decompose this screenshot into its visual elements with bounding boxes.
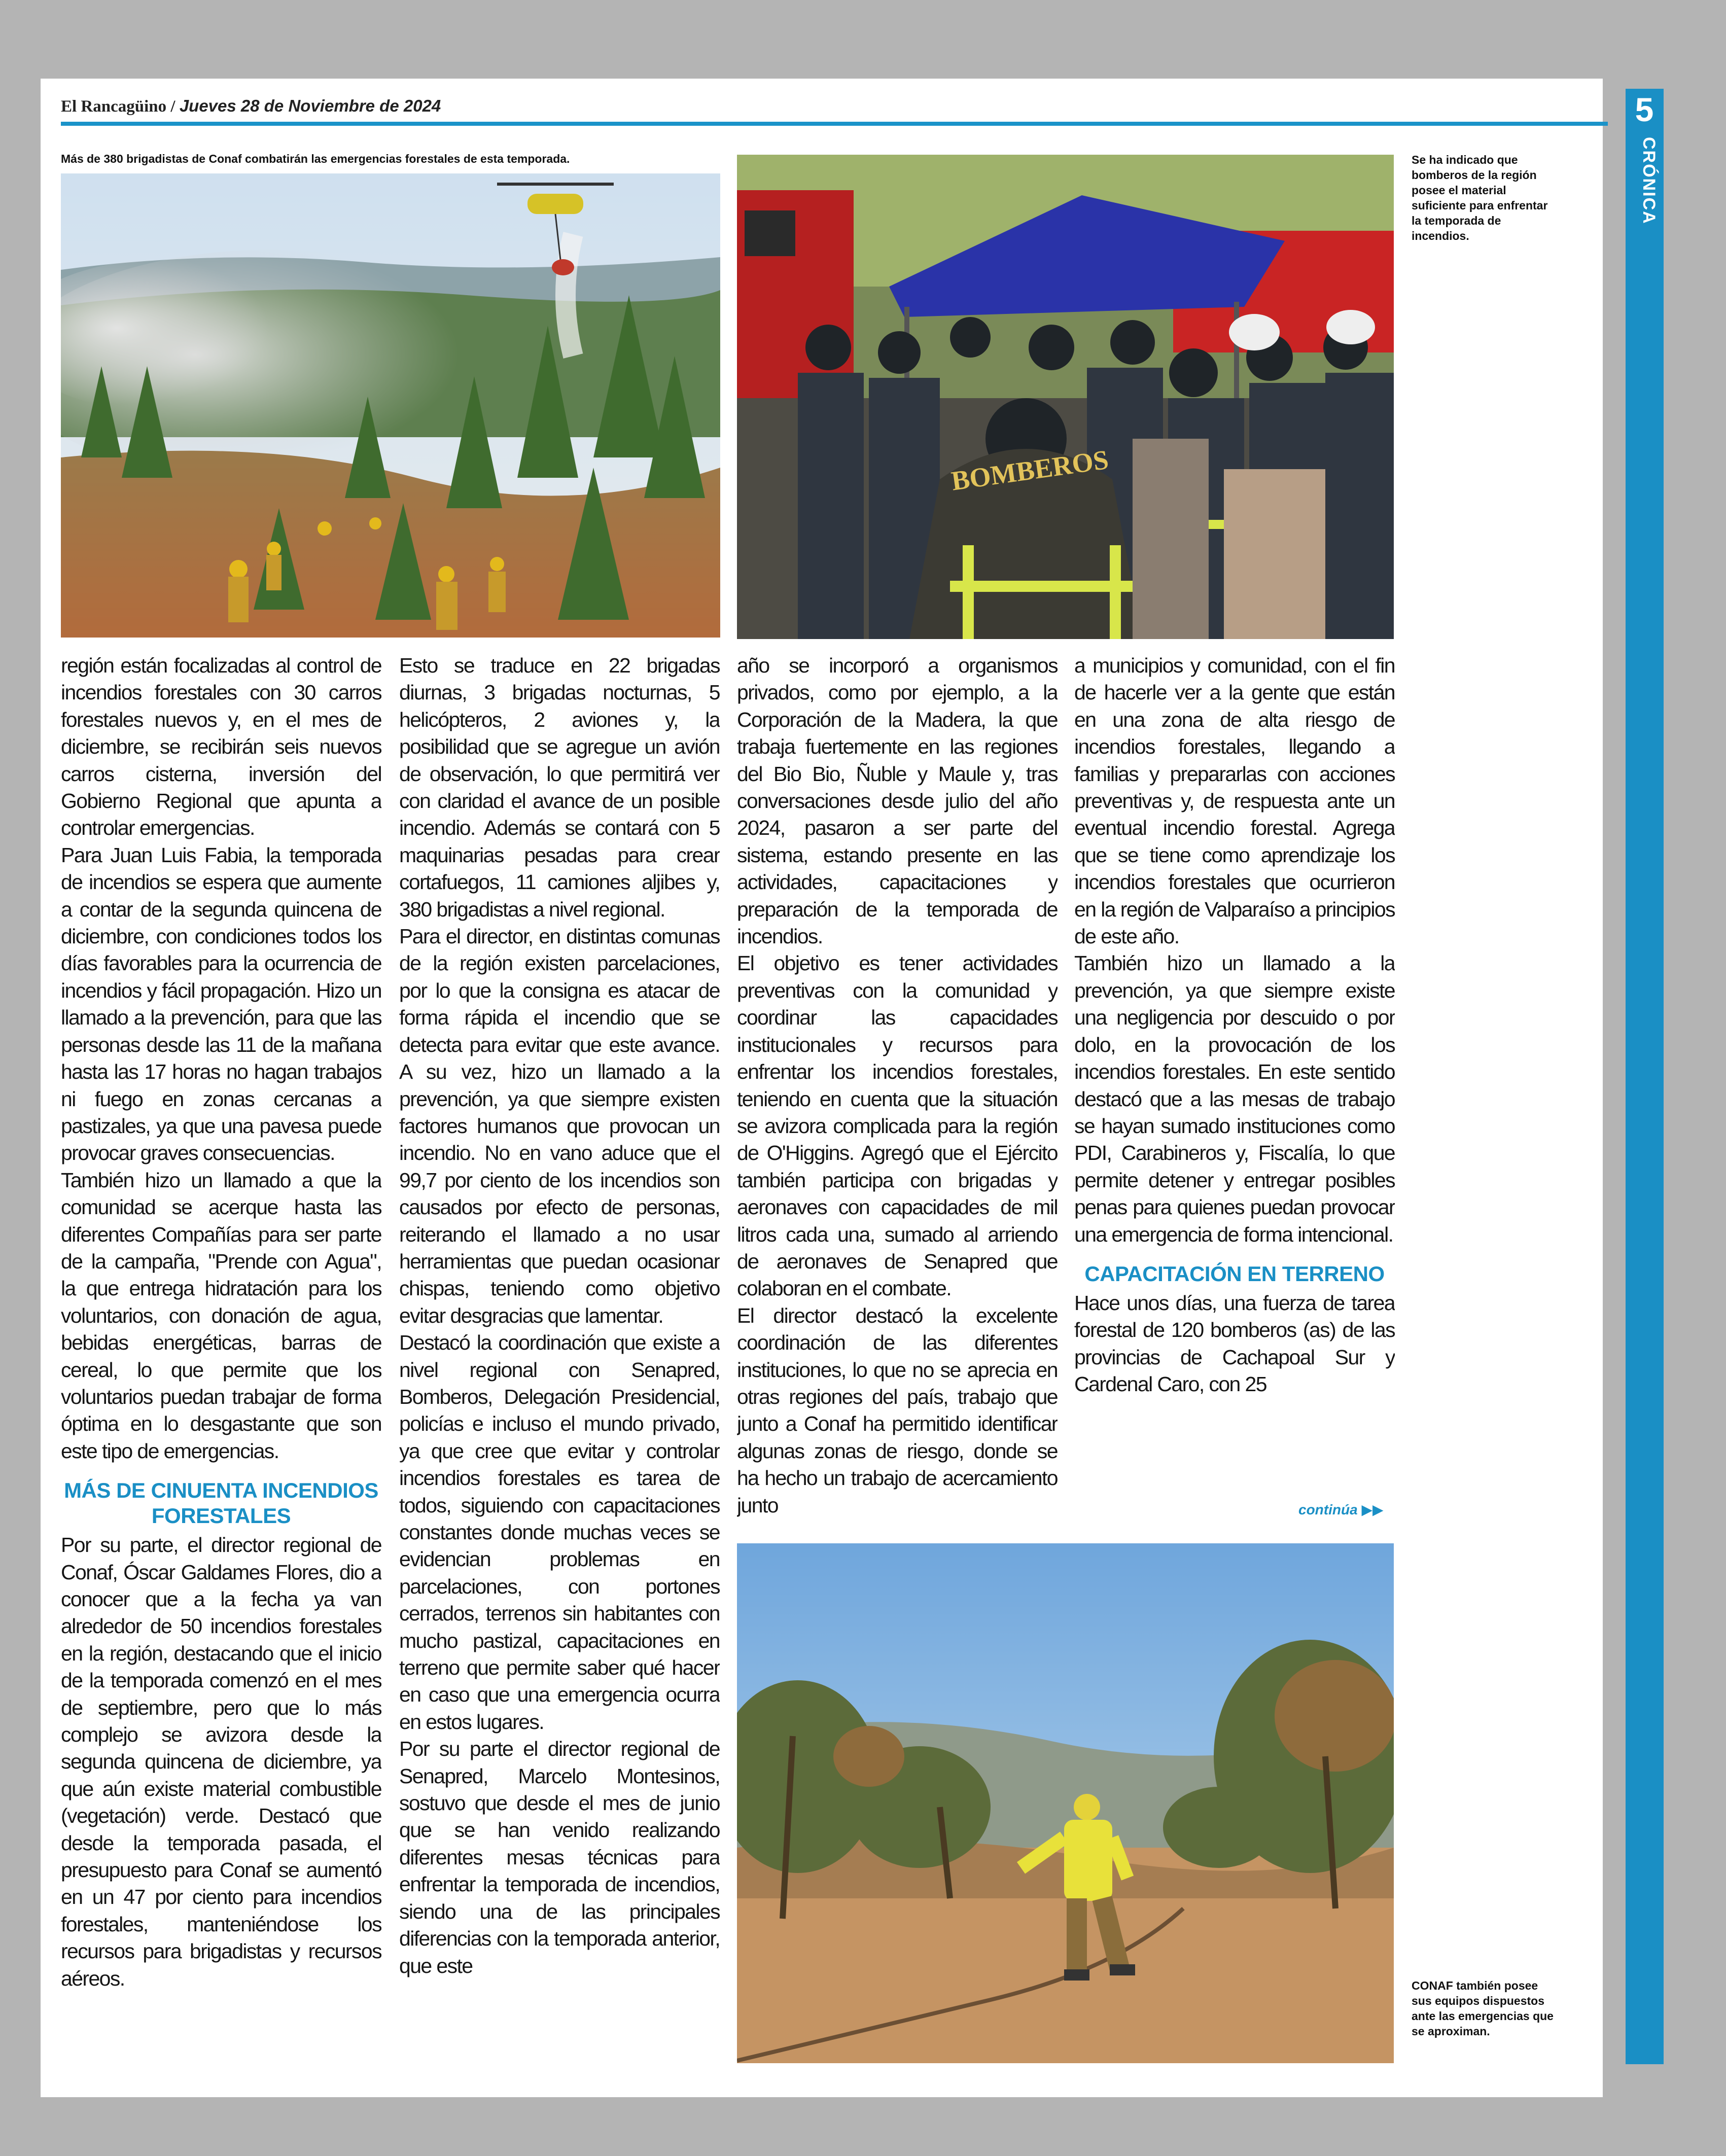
col2-paragraph-4: Por su parte el director regional de Senapred, Marcelo Montesinos, sostuvo que desde el mes de junio que se han venido realizando diferentes mesas técnicas para enfrentar la temporada de incendios, siendo una de las principales diferencias con la temporada anterior, que este xyxy=(399,1737,720,1977)
caption-bottom-right: CONAF también posee sus equipos dispuestos ante las emergencias que se aproximan. xyxy=(1412,1979,1554,2038)
article-column-3 xyxy=(737,652,1058,1527)
col2-paragraph-2: Para el director, en distintas comunas de la región existen parcelaciones, por lo que la consigna es atacar de forma rápida el incendio que se detecta para evitar que este avance. A su vez, hizo un llamado a la prevención, ya que siempre existen factores humanos que provocan un incendio. No en vano aduce que el 99,7 por ciento de los incendios son causados por efecto de personas, reiterando el llamado a no usar herramientas que puedan ocasionar chispas, teniendo como objetivo evitar desgracias que lamentar. xyxy=(399,925,720,1327)
page-number: 5 xyxy=(1635,91,1654,128)
caption-top-left: Más de 380 brigadistas de Conaf combatirán las emergencias forestales de esta temporada. xyxy=(61,152,570,165)
col4-paragraph-3: Hace unos días, una fuerza de tarea forestal de 120 bomberos (as) de las provincias de Cachapoal Sur y Cardenal Caro, con 25 xyxy=(1074,1291,1395,1396)
article-column-2 xyxy=(399,652,720,2070)
subheading-capacitacion: CAPACITACIÓN EN TERRENO xyxy=(1084,1261,1385,1286)
article-column-1 xyxy=(61,652,381,2070)
col1-paragraph-2: Para Juan Luis Fabia, la temporada de incendios se espera que aumente a contar de la segunda quincena de diciembre, con condiciones todos los días favorables para la ocurrencia de incendios y fácil propagación. Hizo un llamado a la prevención, para que las personas desde las 11 de la mañana hasta las 17 horas no hagan trabajos ni fuego en zonas cercanas a pastizales, ya que una pavesa puede provocar graves consecuencias. xyxy=(61,843,381,1165)
col4-paragraph-2: También hizo un llamado a la prevención, ya que siempre existe una negligencia por descuido o por dolo, en la provocación de los incendios forestales. En este sentido destacó que a las mesas de trabajo se hayan sumado instituciones como PDI, Carabineros y, Fiscalía, lo que permite detener y entregar posibles penas para quienes puedan provocar una emergencia de forma intencional. xyxy=(1074,951,1395,1246)
section-bar xyxy=(1626,89,1664,2064)
header-rule xyxy=(61,122,1608,126)
col1-paragraph-4: Por su parte, el director regional de Conaf, Óscar Galdames Flores, dio a conocer que a la fecha ya van alrededor de 50 incendios forestales en la región, destacando que el inicio de la temporada comenzó en el mes de septiembre, pero que lo más complejo se avizora desde la segunda quincena de diciembre, ya que aún existe material combustible (vegetación) verde. Destacó que desde la temporada pasada, el presupuesto para Conaf se aumentó en un 47 por ciento para incendios forestales, manteniéndose los recursos para brigadistas y recursos aéreos. xyxy=(61,1533,381,1990)
continua-indicator: continúa ▶▶ xyxy=(1298,1502,1384,1517)
newspaper-name: El Rancagüino / xyxy=(61,97,175,116)
col1-paragraph-3: También hizo un llamado a que la comunidad se acerque hasta las diferentes Compañías para ser parte de la campaña, "Prende con Agua", la que entrega hidratación para los voluntarios, con donación de agua, bebidas energéticas, barras de cereal, lo que permite que los voluntarios puedan trabajar de forma óptima en lo desgastante que son este tipo de emergencias. xyxy=(61,1168,381,1463)
page-header xyxy=(61,96,1608,122)
article-column-4 xyxy=(1074,652,1395,1474)
photo-brigadista-hose xyxy=(737,1543,1394,2063)
caption-top-right: Se ha indicado que bomberos de la región posee el material suficiente para enfrentar la temporada de incendios. xyxy=(1412,153,1548,242)
bomberos-jacket-text: BOMBEROS xyxy=(949,444,1111,497)
col3-paragraph-1: año se incorporó a organismos privados, como por ejemplo, a la Corporación de la Madera, la que trabaja fuertemente en las regiones del Bio Bio, Ñuble y Maule y, tras conversaciones desde julio del año 2024, pasaron a ser parte del sistema, estando presente en las actividades, capacitaciones y preparación de la temporada de incendios. xyxy=(737,654,1058,948)
section-label: CRÓNICA xyxy=(1639,137,1659,225)
col4-paragraph-1: a municipios y comunidad, con el fin de hacerle ver a la gente que están en una zona de alta riesgo de incendios forestales, llegando a familias y prepararlas con acciones preventivas y, de respuesta ante un eventual incendio forestal. Agrega que se tiene como aprendizaje los incendios forestales que ocurrieron en la región de Valparaíso a principios de este año. xyxy=(1074,654,1395,948)
col2-paragraph-1: Esto se traduce en 22 brigadas diurnas, 3 brigadas nocturnas, 5 helicópteros, 2 aviones y, la posibilidad que se agregue un avión de observación, lo que permitirá ver con claridad el avance de un posible incendio. Además se contará con 5 maquinarias pesadas para crear cortafuegos, 11 camiones aljibes y, 380 brigadistas a nivel regional. xyxy=(399,654,720,921)
col3-paragraph-2: El objetivo es tener actividades preventivas con la comunidad y coordinar las capacidades institucionales y recursos para enfrentar los incendios forestales, teniendo en cuenta que la situación se avizora complicada para la región de O'Higgins. Agregó que el Ejército también participa con brigadas y aeronaves con capacidades de mil litros cada una, sumado al arriendo de aeronaves de Senapred que colaboran en el combate. xyxy=(737,951,1058,1300)
col1-paragraph-1: región están focalizadas al control de incendios forestales con 30 carros forestales nuevos y, en el mes de diciembre, se recibirán seis nuevos carros cisterna, inversión del Gobierno Regional que apunta a controlar emergencias. xyxy=(61,654,381,840)
subheading-cincuenta-incendios: MÁS DE CINUENTA INCENDIOS FORESTALES xyxy=(64,1478,378,1528)
col2-paragraph-3: Destacó la coordinación que existe a nivel regional con Senapred, Bomberos, Delegación Presidencial, policías e incluso el mundo privado, ya que cree que evitar y controlar incendios forestales es tarea de todos, siguiendo con capacitaciones constantes donde muchas veces se evidencian problemas en parcelaciones, con portones cerrados, terrenos sin habitantes con mucho pastizal, capacitaciones en terreno que permite saber qué hacer en caso que una emergencia ocurra en estos lugares. xyxy=(399,1331,720,1734)
photo-bomberos-briefing xyxy=(737,155,1394,639)
col3-paragraph-3: El director destacó la excelente coordinación de las diferentes instituciones, lo que no se aprecia en otras regiones del país, trabajo que junto a Conaf ha permitido identificar algunas zonas de riesgo, donde se ha hecho un trabajo de acercamiento junto xyxy=(737,1303,1058,1517)
issue-date: Jueves 28 de Noviembre de 2024 xyxy=(179,96,441,115)
photo-wildfire-helicopter xyxy=(61,173,720,638)
